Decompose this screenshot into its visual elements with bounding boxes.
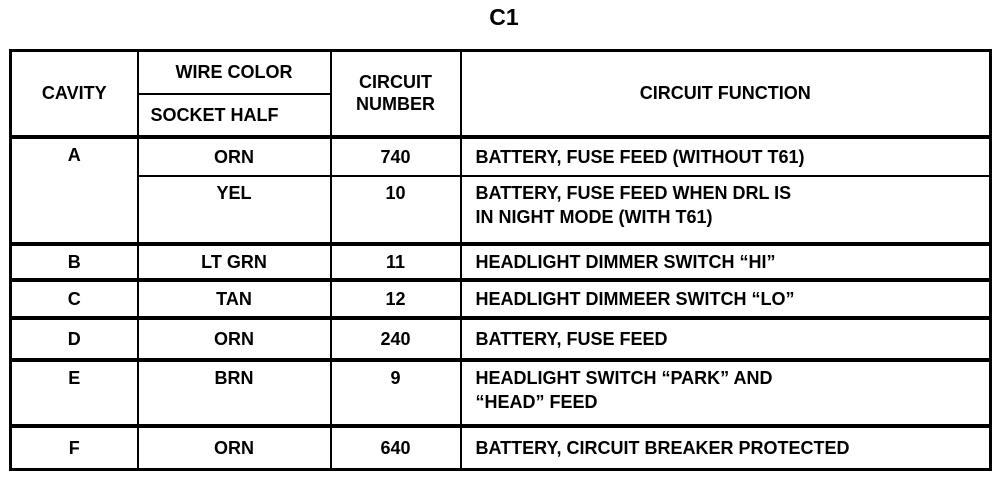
table-row <box>11 176 991 244</box>
cell-wire-color: LT GRN <box>138 244 331 280</box>
header-circuit-number-line1: CIRCUIT <box>359 72 432 93</box>
cell-circuit-function-line1: HEADLIGHT SWITCH “PARK” AND <box>475 367 773 388</box>
header-socket-half: SOCKET HALF <box>138 94 331 137</box>
table-row <box>11 137 991 176</box>
cell-circuit-number: 10 <box>331 176 461 244</box>
cell-circuit-number: 11 <box>331 244 461 280</box>
header-wire-color: WIRE COLOR <box>138 51 331 94</box>
cell-circuit-function: BATTERY, FUSE FEED <box>461 318 991 360</box>
table-row <box>11 426 991 470</box>
cell-cavity: A <box>11 137 138 244</box>
cell-circuit-function <box>461 176 991 244</box>
cell-wire-color: ORN <box>138 318 331 360</box>
cell-circuit-function: BATTERY, CIRCUIT BREAKER PROTECTED <box>461 426 991 470</box>
header-cavity: CAVITY <box>11 51 138 137</box>
cell-cavity: F <box>11 426 138 470</box>
cell-cavity: D <box>11 318 138 360</box>
cell-circuit-function <box>461 360 991 426</box>
connector-pinout-table <box>9 49 992 471</box>
cell-wire-color: ORN <box>138 426 331 470</box>
header-circuit-function: CIRCUIT FUNCTION <box>461 51 991 137</box>
table-row <box>11 244 991 280</box>
table-row <box>11 318 991 360</box>
cell-circuit-function-line2: IN NIGHT MODE (WITH T61) <box>475 206 713 227</box>
cell-circuit-number: 740 <box>331 137 461 176</box>
cell-circuit-number: 12 <box>331 280 461 318</box>
cell-circuit-number: 240 <box>331 318 461 360</box>
cell-cavity: E <box>11 360 138 426</box>
connector-title: C1 <box>489 4 519 30</box>
cell-wire-color: ORN <box>138 137 331 176</box>
table-row <box>11 280 991 318</box>
cell-circuit-number: 9 <box>331 360 461 426</box>
cell-circuit-function: HEADLIGHT DIMMER SWITCH “HI” <box>461 244 991 280</box>
cell-wire-color: YEL <box>138 176 331 244</box>
cell-cavity: C <box>11 280 138 318</box>
cell-wire-color: TAN <box>138 280 331 318</box>
cell-circuit-number: 640 <box>331 426 461 470</box>
cell-circuit-function-line1: BATTERY, FUSE FEED WHEN DRL IS <box>475 182 792 203</box>
header-circuit-number-line2: NUMBER <box>356 94 435 115</box>
cell-cavity: B <box>11 244 138 280</box>
cell-circuit-function: HEADLIGHT DIMMEER SWITCH “LO” <box>461 280 991 318</box>
header-circuit-number <box>331 51 461 137</box>
cell-circuit-function-line2: “HEAD” FEED <box>475 391 598 412</box>
cell-wire-color: BRN <box>138 360 331 426</box>
table-row <box>11 360 991 426</box>
cell-circuit-function: BATTERY, FUSE FEED (WITHOUT T61) <box>461 137 991 176</box>
